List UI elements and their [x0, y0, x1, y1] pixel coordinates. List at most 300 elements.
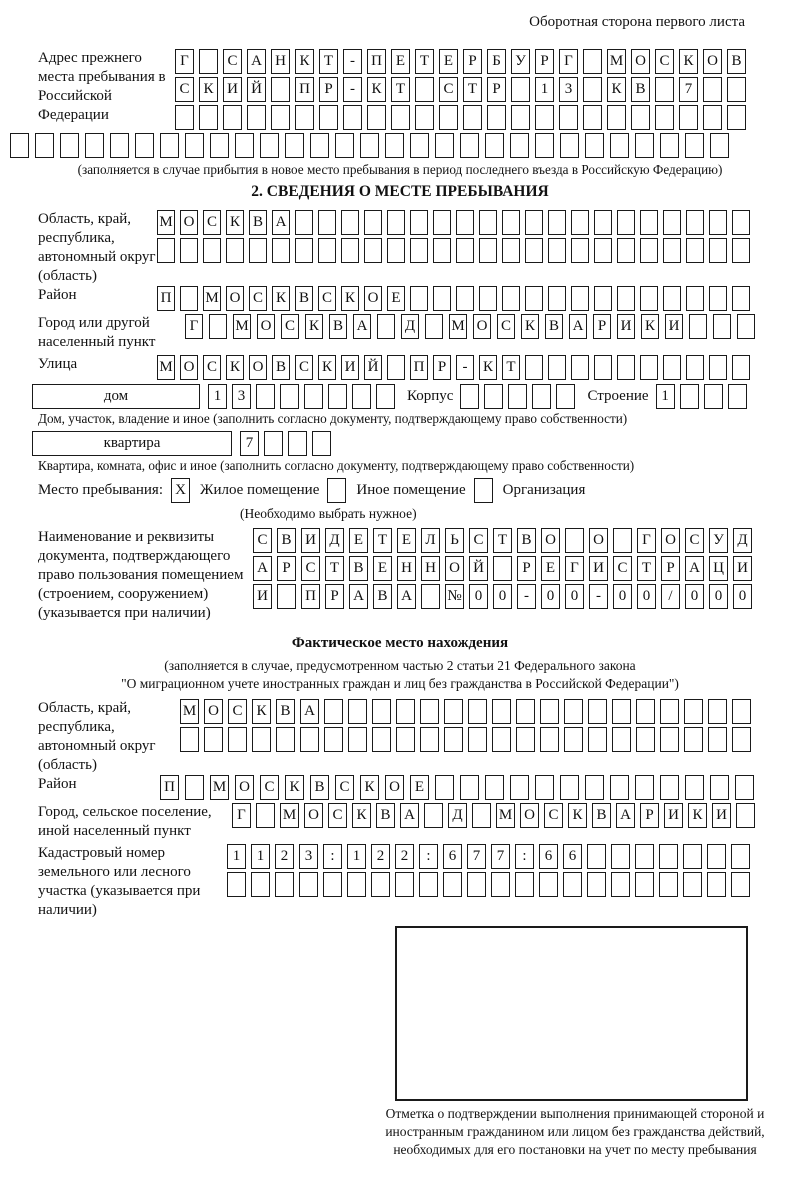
- char-box[interactable]: [491, 872, 510, 897]
- char-box[interactable]: [419, 872, 438, 897]
- char-box[interactable]: [435, 775, 454, 800]
- char-box[interactable]: [571, 210, 589, 235]
- char-box[interactable]: Н: [421, 556, 440, 581]
- char-box[interactable]: С: [295, 355, 313, 380]
- char-box[interactable]: [484, 384, 503, 409]
- char-box[interactable]: К: [295, 49, 314, 74]
- char-box[interactable]: [640, 210, 658, 235]
- char-box[interactable]: [655, 77, 674, 102]
- char-box[interactable]: [425, 314, 443, 339]
- char-box[interactable]: И: [341, 355, 359, 380]
- char-box[interactable]: В: [631, 77, 650, 102]
- char-box[interactable]: 0: [733, 584, 752, 609]
- district-boxrow[interactable]: [157, 286, 755, 311]
- char-box[interactable]: [180, 286, 198, 311]
- char-box[interactable]: [709, 238, 727, 263]
- char-box[interactable]: [635, 133, 654, 158]
- actual-region-boxrow-2[interactable]: [180, 727, 756, 752]
- char-box[interactable]: [318, 210, 336, 235]
- char-box[interactable]: Р: [517, 556, 536, 581]
- char-box[interactable]: [732, 210, 750, 235]
- char-box[interactable]: [508, 384, 527, 409]
- char-box[interactable]: [563, 872, 582, 897]
- char-box[interactable]: [525, 238, 543, 263]
- char-box[interactable]: [324, 699, 343, 724]
- char-box[interactable]: [468, 699, 487, 724]
- char-box[interactable]: Й: [247, 77, 266, 102]
- char-box[interactable]: [199, 105, 218, 130]
- char-box[interactable]: Г: [175, 49, 194, 74]
- char-box[interactable]: [324, 727, 343, 752]
- char-box[interactable]: [396, 727, 415, 752]
- char-box[interactable]: К: [479, 355, 497, 380]
- char-box[interactable]: [502, 238, 520, 263]
- char-box[interactable]: [571, 238, 589, 263]
- char-box[interactable]: [460, 133, 479, 158]
- char-box[interactable]: [299, 872, 318, 897]
- char-box[interactable]: [525, 286, 543, 311]
- char-box[interactable]: А: [353, 314, 371, 339]
- char-box[interactable]: В: [272, 355, 290, 380]
- char-box[interactable]: О: [385, 775, 404, 800]
- char-box[interactable]: [204, 727, 223, 752]
- char-box[interactable]: [571, 286, 589, 311]
- char-box[interactable]: [223, 105, 242, 130]
- char-box[interactable]: 0: [613, 584, 632, 609]
- char-box[interactable]: [424, 803, 443, 828]
- char-box[interactable]: [335, 133, 354, 158]
- char-box[interactable]: [420, 699, 439, 724]
- char-box[interactable]: [510, 775, 529, 800]
- char-box[interactable]: [532, 384, 551, 409]
- char-box[interactable]: [635, 872, 654, 897]
- prev-address-boxrow-3[interactable]: [175, 105, 751, 130]
- char-box[interactable]: [515, 872, 534, 897]
- checkbox-organizaciya[interactable]: [474, 478, 493, 503]
- char-box[interactable]: Г: [637, 528, 656, 553]
- char-box[interactable]: [226, 238, 244, 263]
- char-box[interactable]: [502, 210, 520, 235]
- char-box[interactable]: С: [203, 210, 221, 235]
- char-box[interactable]: [732, 699, 751, 724]
- char-box[interactable]: Р: [661, 556, 680, 581]
- char-box[interactable]: В: [277, 528, 296, 553]
- char-box[interactable]: Г: [559, 49, 578, 74]
- char-box[interactable]: [640, 355, 658, 380]
- checkbox-inoe[interactable]: [327, 478, 346, 503]
- char-box[interactable]: [556, 384, 575, 409]
- char-box[interactable]: [548, 286, 566, 311]
- char-box[interactable]: 1: [208, 384, 227, 409]
- char-box[interactable]: П: [160, 775, 179, 800]
- char-box[interactable]: [364, 238, 382, 263]
- char-box[interactable]: О: [364, 286, 382, 311]
- char-box[interactable]: [385, 133, 404, 158]
- char-box[interactable]: [737, 314, 755, 339]
- char-box[interactable]: 1: [656, 384, 675, 409]
- char-box[interactable]: 1: [227, 844, 246, 869]
- char-box[interactable]: [433, 210, 451, 235]
- char-box[interactable]: [456, 210, 474, 235]
- char-box[interactable]: [180, 727, 199, 752]
- char-box[interactable]: [295, 210, 313, 235]
- char-box[interactable]: 0: [541, 584, 560, 609]
- char-box[interactable]: М: [157, 210, 175, 235]
- char-box[interactable]: [295, 238, 313, 263]
- document-boxrow-2[interactable]: [253, 556, 757, 581]
- char-box[interactable]: С: [544, 803, 563, 828]
- char-box[interactable]: [443, 872, 462, 897]
- char-box[interactable]: [727, 105, 746, 130]
- char-box[interactable]: [479, 238, 497, 263]
- char-box[interactable]: [535, 133, 554, 158]
- char-box[interactable]: М: [607, 49, 626, 74]
- char-box[interactable]: [304, 384, 323, 409]
- char-box[interactable]: И: [617, 314, 635, 339]
- char-box[interactable]: [275, 872, 294, 897]
- char-box[interactable]: [535, 105, 554, 130]
- char-box[interactable]: [565, 528, 584, 553]
- char-box[interactable]: Е: [541, 556, 560, 581]
- char-box[interactable]: 0: [685, 584, 704, 609]
- char-box[interactable]: [415, 77, 434, 102]
- char-box[interactable]: [433, 238, 451, 263]
- char-box[interactable]: В: [349, 556, 368, 581]
- char-box[interactable]: А: [569, 314, 587, 339]
- char-box[interactable]: [277, 584, 296, 609]
- char-box[interactable]: Т: [637, 556, 656, 581]
- prev-address-boxrow-4[interactable]: [10, 133, 790, 158]
- char-box[interactable]: [285, 133, 304, 158]
- char-box[interactable]: Р: [593, 314, 611, 339]
- char-box[interactable]: [587, 844, 606, 869]
- char-box[interactable]: [617, 286, 635, 311]
- char-box[interactable]: [456, 286, 474, 311]
- region-boxrow-2[interactable]: [157, 238, 755, 263]
- char-box[interactable]: [560, 775, 579, 800]
- char-box[interactable]: [607, 105, 626, 130]
- char-box[interactable]: В: [276, 699, 295, 724]
- char-box[interactable]: К: [521, 314, 539, 339]
- char-box[interactable]: К: [199, 77, 218, 102]
- char-box[interactable]: [180, 238, 198, 263]
- char-box[interactable]: [585, 775, 604, 800]
- char-box[interactable]: Д: [733, 528, 752, 553]
- char-box[interactable]: С: [655, 49, 674, 74]
- char-box[interactable]: О: [180, 210, 198, 235]
- char-box[interactable]: [360, 133, 379, 158]
- char-box[interactable]: [713, 314, 731, 339]
- char-box[interactable]: [680, 384, 699, 409]
- char-box[interactable]: [135, 133, 154, 158]
- char-box[interactable]: С: [249, 286, 267, 311]
- char-box[interactable]: Н: [397, 556, 416, 581]
- char-box[interactable]: [227, 872, 246, 897]
- char-box[interactable]: 0: [637, 584, 656, 609]
- char-box[interactable]: -: [517, 584, 536, 609]
- char-box[interactable]: К: [252, 699, 271, 724]
- char-box[interactable]: И: [733, 556, 752, 581]
- char-box[interactable]: С: [301, 556, 320, 581]
- char-box[interactable]: Т: [325, 556, 344, 581]
- char-box[interactable]: [683, 844, 702, 869]
- char-box[interactable]: [660, 727, 679, 752]
- char-box[interactable]: Р: [319, 77, 338, 102]
- cadastre-boxrow-2[interactable]: [227, 872, 755, 897]
- char-box[interactable]: К: [226, 355, 244, 380]
- char-box[interactable]: Т: [463, 77, 482, 102]
- char-box[interactable]: [679, 105, 698, 130]
- char-box[interactable]: Р: [487, 77, 506, 102]
- char-box[interactable]: [485, 133, 504, 158]
- char-box[interactable]: В: [329, 314, 347, 339]
- char-box[interactable]: К: [341, 286, 359, 311]
- char-box[interactable]: [683, 872, 702, 897]
- char-box[interactable]: М: [280, 803, 299, 828]
- char-box[interactable]: [35, 133, 54, 158]
- char-box[interactable]: Е: [439, 49, 458, 74]
- char-box[interactable]: [659, 844, 678, 869]
- char-box[interactable]: У: [709, 528, 728, 553]
- char-box[interactable]: [260, 133, 279, 158]
- char-box[interactable]: [203, 238, 221, 263]
- char-box[interactable]: Д: [401, 314, 419, 339]
- char-box[interactable]: Т: [415, 49, 434, 74]
- char-box[interactable]: [728, 384, 747, 409]
- char-box[interactable]: [709, 286, 727, 311]
- char-box[interactable]: [539, 872, 558, 897]
- house-number-boxrow[interactable]: [208, 384, 400, 409]
- char-box[interactable]: С: [223, 49, 242, 74]
- char-box[interactable]: М: [157, 355, 175, 380]
- char-box[interactable]: [731, 844, 750, 869]
- char-box[interactable]: Т: [391, 77, 410, 102]
- char-box[interactable]: [472, 803, 491, 828]
- char-box[interactable]: №: [445, 584, 464, 609]
- char-box[interactable]: 0: [493, 584, 512, 609]
- checkbox-zhiloe[interactable]: X: [171, 478, 190, 503]
- char-box[interactable]: [660, 699, 679, 724]
- char-box[interactable]: Д: [448, 803, 467, 828]
- char-box[interactable]: М: [233, 314, 251, 339]
- char-box[interactable]: П: [301, 584, 320, 609]
- char-box[interactable]: [251, 872, 270, 897]
- char-box[interactable]: [640, 286, 658, 311]
- char-box[interactable]: [410, 133, 429, 158]
- char-box[interactable]: [564, 699, 583, 724]
- char-box[interactable]: [631, 105, 650, 130]
- char-box[interactable]: [456, 238, 474, 263]
- char-box[interactable]: [110, 133, 129, 158]
- char-box[interactable]: Й: [469, 556, 488, 581]
- char-box[interactable]: О: [180, 355, 198, 380]
- char-box[interactable]: И: [712, 803, 731, 828]
- char-box[interactable]: М: [449, 314, 467, 339]
- char-box[interactable]: [612, 699, 631, 724]
- char-box[interactable]: [376, 384, 395, 409]
- char-box[interactable]: [199, 49, 218, 74]
- char-box[interactable]: [587, 872, 606, 897]
- char-box[interactable]: [323, 872, 342, 897]
- char-box[interactable]: [585, 133, 604, 158]
- char-box[interactable]: [525, 355, 543, 380]
- char-box[interactable]: [663, 238, 681, 263]
- char-box[interactable]: [479, 210, 497, 235]
- char-box[interactable]: Е: [387, 286, 405, 311]
- document-boxrow-1[interactable]: [253, 528, 757, 553]
- char-box[interactable]: [493, 556, 512, 581]
- char-box[interactable]: А: [685, 556, 704, 581]
- char-box[interactable]: Р: [463, 49, 482, 74]
- char-box[interactable]: С: [228, 699, 247, 724]
- char-box[interactable]: [185, 775, 204, 800]
- char-box[interactable]: 6: [443, 844, 462, 869]
- char-box[interactable]: С: [497, 314, 515, 339]
- char-box[interactable]: О: [235, 775, 254, 800]
- char-box[interactable]: [684, 699, 703, 724]
- char-box[interactable]: [272, 238, 290, 263]
- char-box[interactable]: Т: [373, 528, 392, 553]
- char-box[interactable]: А: [349, 584, 368, 609]
- char-box[interactable]: [709, 355, 727, 380]
- char-box[interactable]: [85, 133, 104, 158]
- char-box[interactable]: 2: [395, 844, 414, 869]
- char-box[interactable]: [703, 105, 722, 130]
- char-box[interactable]: [371, 872, 390, 897]
- char-box[interactable]: [612, 727, 631, 752]
- char-box[interactable]: [540, 727, 559, 752]
- char-box[interactable]: [300, 727, 319, 752]
- char-box[interactable]: В: [373, 584, 392, 609]
- char-box[interactable]: [364, 210, 382, 235]
- char-box[interactable]: [708, 699, 727, 724]
- char-box[interactable]: [271, 105, 290, 130]
- char-box[interactable]: [492, 699, 511, 724]
- char-box[interactable]: 2: [275, 844, 294, 869]
- char-box[interactable]: А: [400, 803, 419, 828]
- char-box[interactable]: 3: [559, 77, 578, 102]
- char-box[interactable]: [594, 355, 612, 380]
- char-box[interactable]: [271, 77, 290, 102]
- char-box[interactable]: [410, 238, 428, 263]
- char-box[interactable]: [610, 775, 629, 800]
- char-box[interactable]: А: [247, 49, 266, 74]
- char-box[interactable]: [685, 775, 704, 800]
- char-box[interactable]: [636, 727, 655, 752]
- char-box[interactable]: О: [520, 803, 539, 828]
- char-box[interactable]: [588, 699, 607, 724]
- char-box[interactable]: Е: [373, 556, 392, 581]
- char-box[interactable]: [433, 286, 451, 311]
- char-box[interactable]: К: [305, 314, 323, 339]
- char-box[interactable]: М: [180, 699, 199, 724]
- char-box[interactable]: [704, 384, 723, 409]
- char-box[interactable]: С: [439, 77, 458, 102]
- char-box[interactable]: [564, 727, 583, 752]
- char-box[interactable]: [387, 355, 405, 380]
- char-box[interactable]: Г: [232, 803, 251, 828]
- char-box[interactable]: [341, 210, 359, 235]
- char-box[interactable]: [492, 727, 511, 752]
- char-box[interactable]: [736, 803, 755, 828]
- char-box[interactable]: [185, 133, 204, 158]
- char-box[interactable]: [663, 286, 681, 311]
- char-box[interactable]: [341, 238, 359, 263]
- char-box[interactable]: [617, 210, 635, 235]
- char-box[interactable]: [502, 286, 520, 311]
- char-box[interactable]: -: [343, 49, 362, 74]
- char-box[interactable]: 7: [491, 844, 510, 869]
- char-box[interactable]: 3: [232, 384, 251, 409]
- char-box[interactable]: [707, 844, 726, 869]
- char-box[interactable]: [312, 431, 331, 456]
- char-box[interactable]: В: [310, 775, 329, 800]
- char-box[interactable]: [617, 238, 635, 263]
- char-box[interactable]: [435, 133, 454, 158]
- char-box[interactable]: [594, 286, 612, 311]
- char-box[interactable]: [583, 49, 602, 74]
- char-box[interactable]: [347, 872, 366, 897]
- char-box[interactable]: Р: [277, 556, 296, 581]
- char-box[interactable]: [10, 133, 29, 158]
- char-box[interactable]: М: [203, 286, 221, 311]
- char-box[interactable]: [444, 699, 463, 724]
- char-box[interactable]: [157, 238, 175, 263]
- char-box[interactable]: [636, 699, 655, 724]
- char-box[interactable]: В: [295, 286, 313, 311]
- char-box[interactable]: С: [685, 528, 704, 553]
- char-box[interactable]: Е: [410, 775, 429, 800]
- char-box[interactable]: 1: [347, 844, 366, 869]
- char-box[interactable]: И: [664, 803, 683, 828]
- char-box[interactable]: [583, 105, 602, 130]
- char-box[interactable]: 0: [709, 584, 728, 609]
- char-box[interactable]: С: [328, 803, 347, 828]
- char-box[interactable]: [328, 384, 347, 409]
- char-box[interactable]: [276, 727, 295, 752]
- char-box[interactable]: [732, 286, 750, 311]
- char-box[interactable]: [732, 727, 751, 752]
- char-box[interactable]: Н: [271, 49, 290, 74]
- char-box[interactable]: К: [641, 314, 659, 339]
- char-box[interactable]: [460, 775, 479, 800]
- char-box[interactable]: К: [226, 210, 244, 235]
- char-box[interactable]: /: [661, 584, 680, 609]
- char-box[interactable]: [516, 699, 535, 724]
- char-box[interactable]: [686, 286, 704, 311]
- char-box[interactable]: У: [511, 49, 530, 74]
- char-box[interactable]: К: [568, 803, 587, 828]
- char-box[interactable]: Т: [493, 528, 512, 553]
- char-box[interactable]: [487, 105, 506, 130]
- char-box[interactable]: К: [688, 803, 707, 828]
- char-box[interactable]: [686, 210, 704, 235]
- char-box[interactable]: [684, 727, 703, 752]
- char-box[interactable]: [319, 105, 338, 130]
- char-box[interactable]: В: [376, 803, 395, 828]
- char-box[interactable]: -: [343, 77, 362, 102]
- char-box[interactable]: [610, 133, 629, 158]
- char-box[interactable]: [560, 133, 579, 158]
- char-box[interactable]: [247, 105, 266, 130]
- char-box[interactable]: Г: [565, 556, 584, 581]
- char-box[interactable]: К: [679, 49, 698, 74]
- char-box[interactable]: [264, 431, 283, 456]
- char-box[interactable]: Е: [397, 528, 416, 553]
- char-box[interactable]: И: [223, 77, 242, 102]
- char-box[interactable]: О: [204, 699, 223, 724]
- apartment-type-box[interactable]: квартира: [32, 431, 232, 456]
